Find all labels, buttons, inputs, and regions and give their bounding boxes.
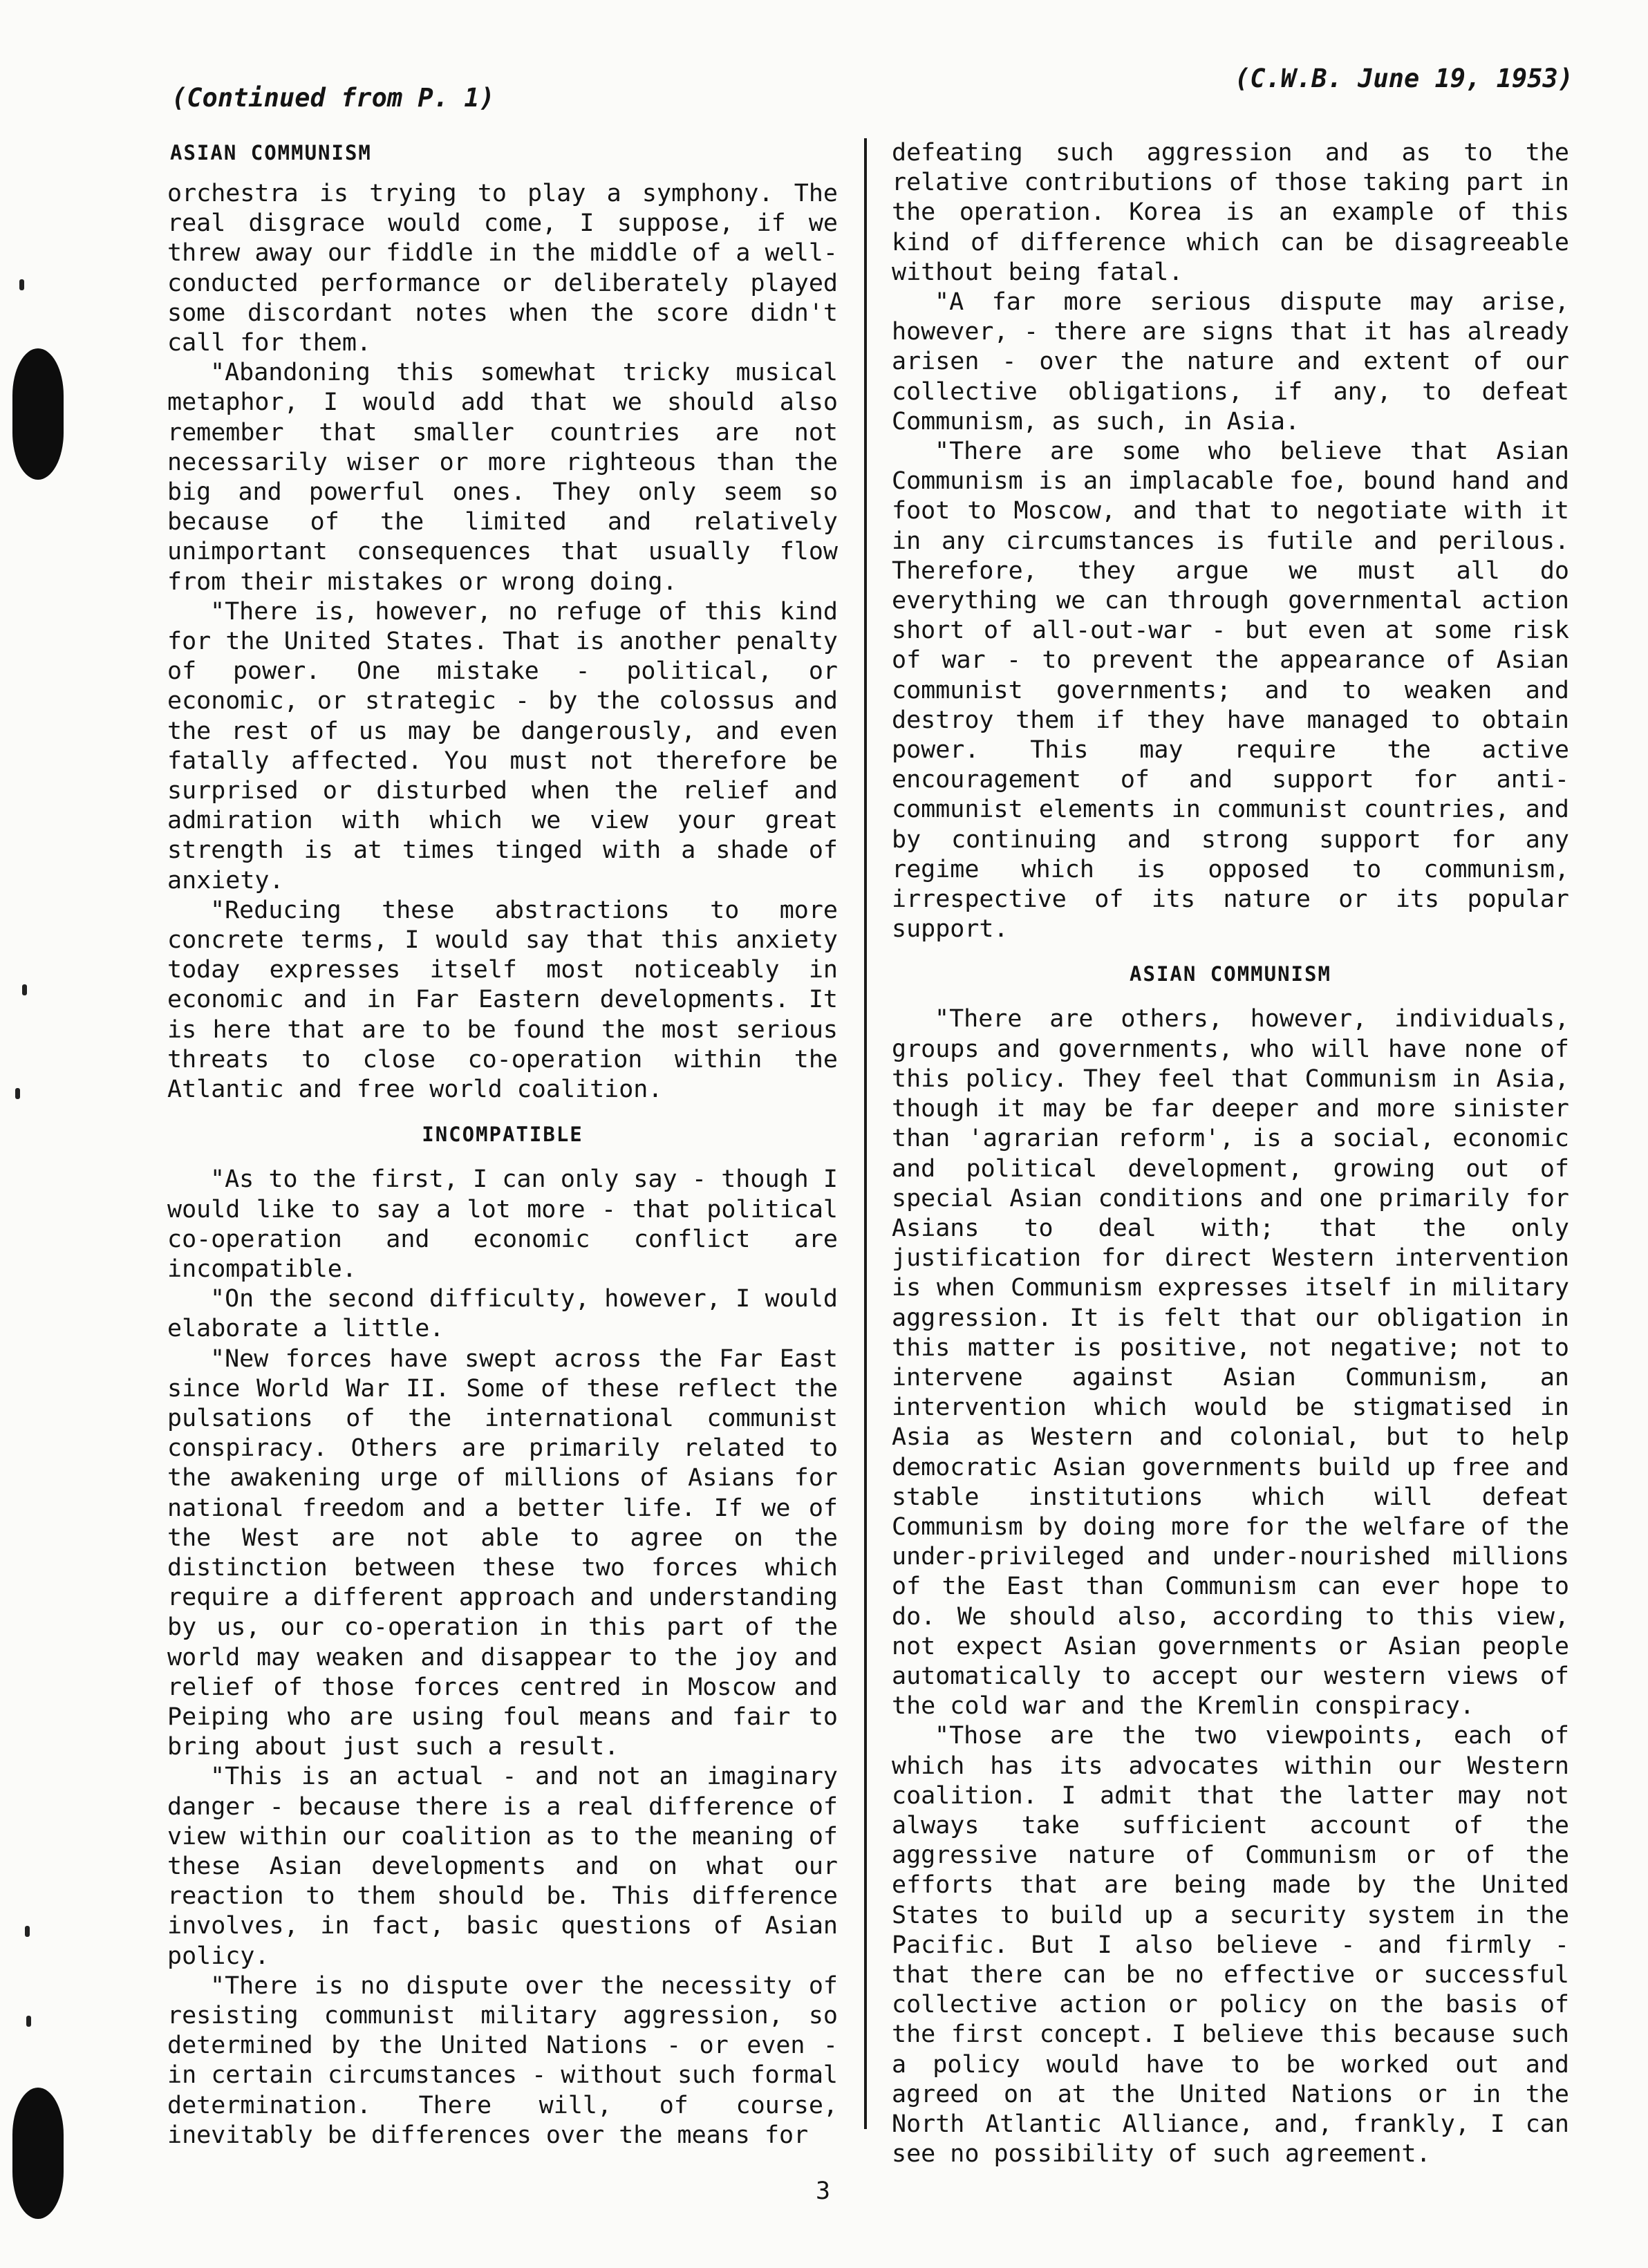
section-heading: ASIAN COMMUNISM bbox=[170, 141, 372, 165]
scan-speck bbox=[19, 279, 24, 290]
continued-note: (Continued from P. 1) bbox=[171, 83, 495, 113]
paragraph: "Reducing these abstractions to more concrete terms, I would say that this anxiety today expresses itself most noticeably in economic and in Far Eastern developments. It is here that are to be found the most serious threats to close co-operation within the Atlantic and free world coalition. bbox=[167, 896, 838, 1104]
paragraph: "There are some who believe that Asian Communism is an implacable foe, bound hand and foot to Moscow, and that to negotiate with it in any circumstances is futile and perilous. Therefore, they argue we must all do everything we can through governmental action short of all-out-war - but even at some risk of war - to prevent the appearance of Asian communist governments; and to weaken and destroy them if they have managed to obtain power. This may require the active encouragement of and support for anti-communist elements in communist countries, and by continuing and strong support for any regime which is opposed to communism, irrespective of its nature or its popular support. bbox=[892, 438, 1569, 944]
paragraph: orchestra is trying to play a symphony. The real disgrace would come, I suppose, if we threw away our fiddle in the middle of a well-conducted performance or deliberately played some discordant notes when the score didn't call for them. bbox=[167, 180, 838, 357]
paragraph: "As to the first, I can only say - though I would like to say a lot more - that political co-operation and economic conflict are incompatible. bbox=[167, 1165, 838, 1283]
paragraph: "There are others, however, individuals, groups and governments, who will have none of this policy. They feel that Communism in Asia, though it may be far deeper and more sinister than 'agrarian reform', is a social, economic and political development, growing out of special Asian conditions and one primarily for Asians to deal with; that the only justification for direct Western intervention is when Communism expresses itself in military aggression. It is felt that our obligation in this matter is positive, not negative; not to intervene against Asian Communism, an intervention which would be stigmatised in Asia as Western and colonial, but to help democratic Asian governments build up free and stable institutions which will defeat Communism by doing more for the welfare of the under-privileged and under-nourished millions of the East than Communism can ever hope to do. We should also, according to this view, not expect Asian governments or Asian people automatically to accept our western views of the cold war and the Kremlin conspiracy. bbox=[892, 1005, 1569, 1721]
column-divider bbox=[864, 138, 867, 2129]
paragraph: "Those are the two viewpoints, each of which has its advocates within our Western coalition. I admit that the latter may not always take sufficient account of the aggressive nature of Communism or of the efforts that are being made by the United States to build up a security system in the Pacific. But I also believe - and firmly - that there can be no effective or successful collective action or policy on the basis of the first concept. I believe this because such a policy would have to be worked out and agreed on at the United Nations or in the North Atlantic Alliance, and, frankly, I can see no possibility of such agreement. bbox=[892, 1722, 1569, 2168]
scan-speck bbox=[26, 2016, 31, 2027]
paragraph: "A far more serious dispute may arise, however, - there are signs that it has already arisen - over the nature and extent of our collective obligations, if any, to defeat Communism, as such, in Asia. bbox=[892, 288, 1569, 435]
scan-speck bbox=[15, 1088, 20, 1099]
paragraph: "There is, however, no refuge of this kind for the United States. That is another penalty of power. One mistake - political, or economic, or strategic - by the colossus and the rest of us may be dangerously, and even fatally affected. You must not therefore be surprised or disturbed when the relief and admiration with which we view your great strength is at times tinged with a shade of anxiety. bbox=[167, 597, 838, 894]
scan-speck bbox=[22, 984, 27, 995]
paragraph: "Abandoning this somewhat tricky musical metaphor, I would add that we should also remember that smaller countries are not necessarily wiser or more righteous than the big and powerful ones. They only seem so because of the limited and relatively unimportant consequences that usually flow from their mistakes or wrong doing. bbox=[167, 359, 838, 596]
paragraph: defeating such aggression and as to the relative contributions of those taking part in the operation. Korea is an example of this kind of difference which can be disagreeable without being fatal. bbox=[892, 139, 1569, 286]
right-column bbox=[892, 138, 1569, 2169]
binder-hole-bottom bbox=[12, 2088, 64, 2219]
paragraph: "New forces have swept across the Far East since World War II. Some of these reflect the pulsations of the international communist conspiracy. Others are primarily related to the awakening urge of millions of Asians for national freedom and a better life. If we of the West are not able to agree on the distinction between these two forces which require a different approach and understanding by us, our co-operation in this part of the world may weaken and disappear to the joy and relief of those forces centred in Moscow and Peiping who are using foul means and fair to bring about just such a result. bbox=[167, 1344, 838, 1761]
page-number: 3 bbox=[816, 2177, 831, 2205]
paragraph: "There is no dispute over the necessity of resisting communist military aggression, so determined by the United Nations - or even - in certain circumstances - without such formal determination. There will, of course, inevitably be differences over the means for bbox=[167, 1971, 838, 2149]
left-column bbox=[167, 138, 838, 2150]
subheading: ASIAN COMMUNISM bbox=[1130, 962, 1331, 986]
subheading: INCOMPATIBLE bbox=[422, 1123, 583, 1147]
publication-reference: (C.W.B. June 19, 1953) bbox=[1234, 64, 1573, 93]
binder-hole-top bbox=[12, 348, 64, 480]
paragraph: "On the second difficulty, however, I would elaborate a little. bbox=[167, 1285, 838, 1343]
scan-speck bbox=[25, 1926, 30, 1937]
paragraph: "This is an actual - and not an imaginary danger - because there is a real difference of view within our coalition as to the meaning of these Asian developments and on what our reaction to them should be. This difference involves, in fact, basic questions of Asian policy. bbox=[167, 1763, 838, 1970]
